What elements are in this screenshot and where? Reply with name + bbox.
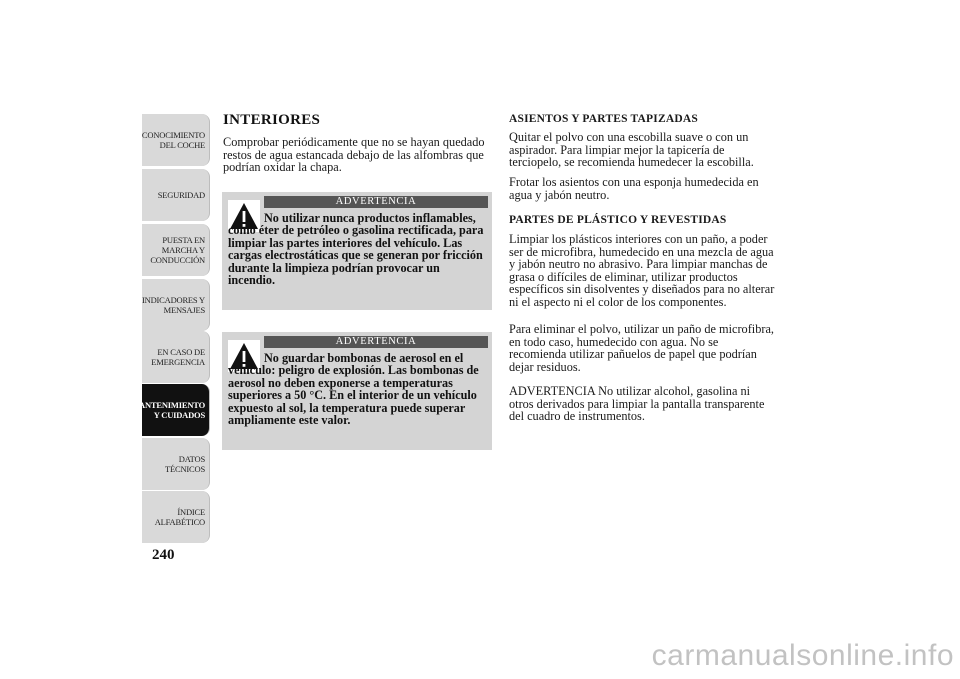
paragraph-plastico-2: Para eliminar el polvo, utilizar un paño de microfibra, en todo caso, humedecido con agua. No se recomienda utilizar pañuelos de papel que podrían dejar residuos. <box>509 322 774 374</box>
paragraph-plastico-1: Limpiar los plásticos interiores con un paño, a poder ser de microfibra, humedecido en una mezcla de agua y jabón neutro no abrasivo. Para limpiar manchas de grasa o difíciles de eliminar, utilizar productos específicos sin disolventes y diseñados para no alterar ni el aspecto ni el color de los componentes. <box>509 232 775 309</box>
paragraph-asientos-2: Frotar los asientos con una esponja humedecida en agua y jabón neutro. <box>509 175 759 202</box>
warning-text: No guardar bombonas de aerosol en el vehículo: peligro de explosión. Las bombonas de aerosol no deben exponerse a temperaturas superiores a 50 °C. En el interior de un vehículo expuesto al sol, la temperatura puede superar ampliamente este valor. <box>228 351 479 428</box>
paragraph-plastico-3: ADVERTENCIA No utilizar alcohol, gasolina ni otros derivados para limpiar la pantalla transparente del cuadro de instrumentos. <box>509 384 765 424</box>
page-number: 240 <box>152 547 175 563</box>
intro-paragraph: Comprobar periódicamente que no se hayan quedado restos de agua estancada debajo de las alfombras que podrían oxidar la chapa. <box>223 135 485 175</box>
warning-heading: ADVERTENCIA <box>264 336 488 348</box>
tab-indice-alfabetico[interactable]: ÍNDICE ALFABÉTICO <box>142 491 210 543</box>
warning-heading: ADVERTENCIA <box>264 196 488 208</box>
tab-mantenimiento-y-cuidados[interactable]: MANTENIMIENTO Y CUIDADOS <box>142 384 210 436</box>
tab-indicadores-y-mensajes[interactable]: INDICADORES Y MENSAJES <box>142 279 210 331</box>
warning-text: No utilizar nunca productos inflamables, como éter de petróleo o gasolina rectificada, para limpiar las partes interiores del vehículo. Las cargas electrostáticas que se generan por fricción durante la limpieza podrían provocar un incendio. <box>228 211 484 288</box>
tab-en-caso-de-emergencia[interactable]: EN CASO DE EMERGENCIA <box>142 331 210 383</box>
tab-seguridad[interactable]: SEGURIDAD <box>142 169 210 221</box>
tab-conocimiento-del-coche[interactable]: CONOCIMIENTO DEL COCHE <box>142 114 210 166</box>
tab-datos-tecnicos[interactable]: DATOS TÉCNICOS <box>142 438 210 490</box>
tab-puesta-en-marcha[interactable]: PUESTA EN MARCHA Y CONDUCCIÓN <box>142 224 210 276</box>
warning-box-2 <box>222 332 492 450</box>
section-heading-asientos: ASIENTOS Y PARTES TAPIZADAS <box>509 113 698 125</box>
page-title: INTERIORES <box>223 112 321 128</box>
section-heading-plastico: PARTES DE PLÁSTICO Y REVESTIDAS <box>509 214 727 226</box>
paragraph-asientos-1: Quitar el polvo con una escobilla suave o con un aspirador. Para limpiar mejor la tapicería de terciopelo, se recomienda humedecer la escobilla. <box>509 130 754 170</box>
warning-box-1 <box>222 192 492 310</box>
watermark: carmanualsonline.info <box>651 639 954 672</box>
